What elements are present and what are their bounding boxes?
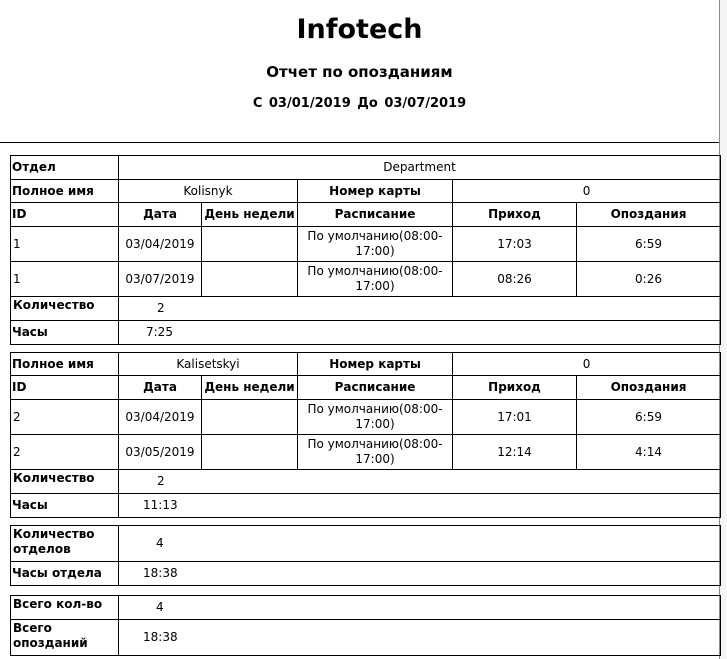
- grand-count-row: [11, 596, 721, 620]
- full-name-label: Полное имя: [11, 180, 119, 203]
- column-header-row: [11, 203, 721, 227]
- hours-label: Часы: [11, 494, 119, 518]
- hours-row: [11, 321, 721, 345]
- grand-late-value: 18:38: [119, 620, 721, 656]
- table-row: [11, 400, 721, 435]
- grand-late-label: Всего опозданий: [11, 620, 119, 656]
- count-label: Количество: [11, 470, 119, 494]
- row-late: 0:26: [577, 262, 721, 297]
- dept-count-value: 4: [119, 526, 721, 562]
- row-schedule: По умолчанию(08:00-17:00): [298, 400, 453, 435]
- report-header: [0, 0, 719, 143]
- late-header: Опоздания: [577, 203, 721, 227]
- count-value: 2: [119, 470, 721, 494]
- department-row: [11, 156, 721, 180]
- card-number: 0: [453, 180, 721, 203]
- row-date: 03/04/2019: [119, 227, 202, 262]
- table-row: [11, 262, 721, 297]
- dept-count-row: [11, 526, 721, 562]
- hours-value: 7:25: [119, 321, 721, 345]
- row-weekday: [202, 227, 298, 262]
- hours-row: [11, 494, 721, 518]
- employee-name: Kalisetskyi: [119, 353, 298, 376]
- count-row: [11, 470, 721, 494]
- row-schedule: По умолчанию(08:00-17:00): [298, 435, 453, 470]
- grand-count-value: 4: [119, 596, 721, 620]
- dept-count-label: Количество отделов: [11, 526, 119, 562]
- row-date: 03/05/2019: [119, 435, 202, 470]
- employee-block: [10, 155, 721, 345]
- row-late: 6:59: [577, 400, 721, 435]
- arrival-header: Приход: [453, 376, 577, 400]
- dept-hours-label: Часы отдела: [11, 562, 119, 586]
- employee-block: [10, 352, 721, 518]
- date-header: Дата: [119, 203, 202, 227]
- hours-value: 11:13: [119, 494, 721, 518]
- count-value: 2: [119, 297, 721, 321]
- row-arrival: 17:03: [453, 227, 577, 262]
- card-number-label: Номер карты: [298, 353, 453, 376]
- card-number-label: Номер карты: [298, 180, 453, 203]
- weekday-header: День недели: [202, 376, 298, 400]
- row-id: 1: [11, 262, 119, 297]
- employee-info-row: [11, 353, 721, 376]
- row-weekday: [202, 400, 298, 435]
- dept-hours-row: [11, 562, 721, 586]
- count-label: Количество: [11, 297, 119, 321]
- row-weekday: [202, 435, 298, 470]
- late-header: Опоздания: [577, 376, 721, 400]
- row-date: 03/04/2019: [119, 400, 202, 435]
- row-id: 2: [11, 400, 119, 435]
- department-label: Отдел: [11, 156, 119, 180]
- schedule-header: Расписание: [298, 203, 453, 227]
- full-name-label: Полное имя: [11, 353, 119, 376]
- hours-label: Часы: [11, 321, 119, 345]
- row-weekday: [202, 262, 298, 297]
- dept-hours-value: 18:38: [119, 562, 721, 586]
- employee-name: Kolisnyk: [119, 180, 298, 203]
- arrival-header: Приход: [453, 203, 577, 227]
- period-to: 03/07/2019: [384, 96, 467, 111]
- department-name: Department: [119, 156, 721, 180]
- employee-info-row: [11, 180, 721, 203]
- date-header: Дата: [119, 376, 202, 400]
- row-arrival: 12:14: [453, 435, 577, 470]
- table-row: [11, 435, 721, 470]
- grand-count-label: Всего кол-во: [11, 596, 119, 620]
- row-id: 1: [11, 227, 119, 262]
- card-number: 0: [453, 353, 721, 376]
- period-from-label: С: [252, 96, 263, 111]
- column-header-row: [11, 376, 721, 400]
- row-id: 2: [11, 435, 119, 470]
- row-schedule: По умолчанию(08:00-17:00): [298, 227, 453, 262]
- row-arrival: 17:01: [453, 400, 577, 435]
- report-title: Отчет по опозданиям: [266, 63, 453, 81]
- row-late: 4:14: [577, 435, 721, 470]
- row-arrival: 08:26: [453, 262, 577, 297]
- table-row: [11, 227, 721, 262]
- row-date: 03/07/2019: [119, 262, 202, 297]
- company-name: Infotech: [296, 14, 423, 45]
- period-from: 03/01/2019: [268, 96, 351, 111]
- grand-late-row: [11, 620, 721, 656]
- id-header: ID: [11, 203, 119, 227]
- department-summary: [10, 525, 721, 586]
- id-header: ID: [11, 376, 119, 400]
- grand-total: [10, 595, 721, 656]
- period-to-label: До: [357, 96, 378, 111]
- header-divider: [0, 142, 719, 143]
- schedule-header: Расписание: [298, 376, 453, 400]
- row-schedule: По умолчанию(08:00-17:00): [298, 262, 453, 297]
- count-row: [11, 297, 721, 321]
- row-late: 6:59: [577, 227, 721, 262]
- weekday-header: День недели: [202, 203, 298, 227]
- report-period: [0, 96, 719, 111]
